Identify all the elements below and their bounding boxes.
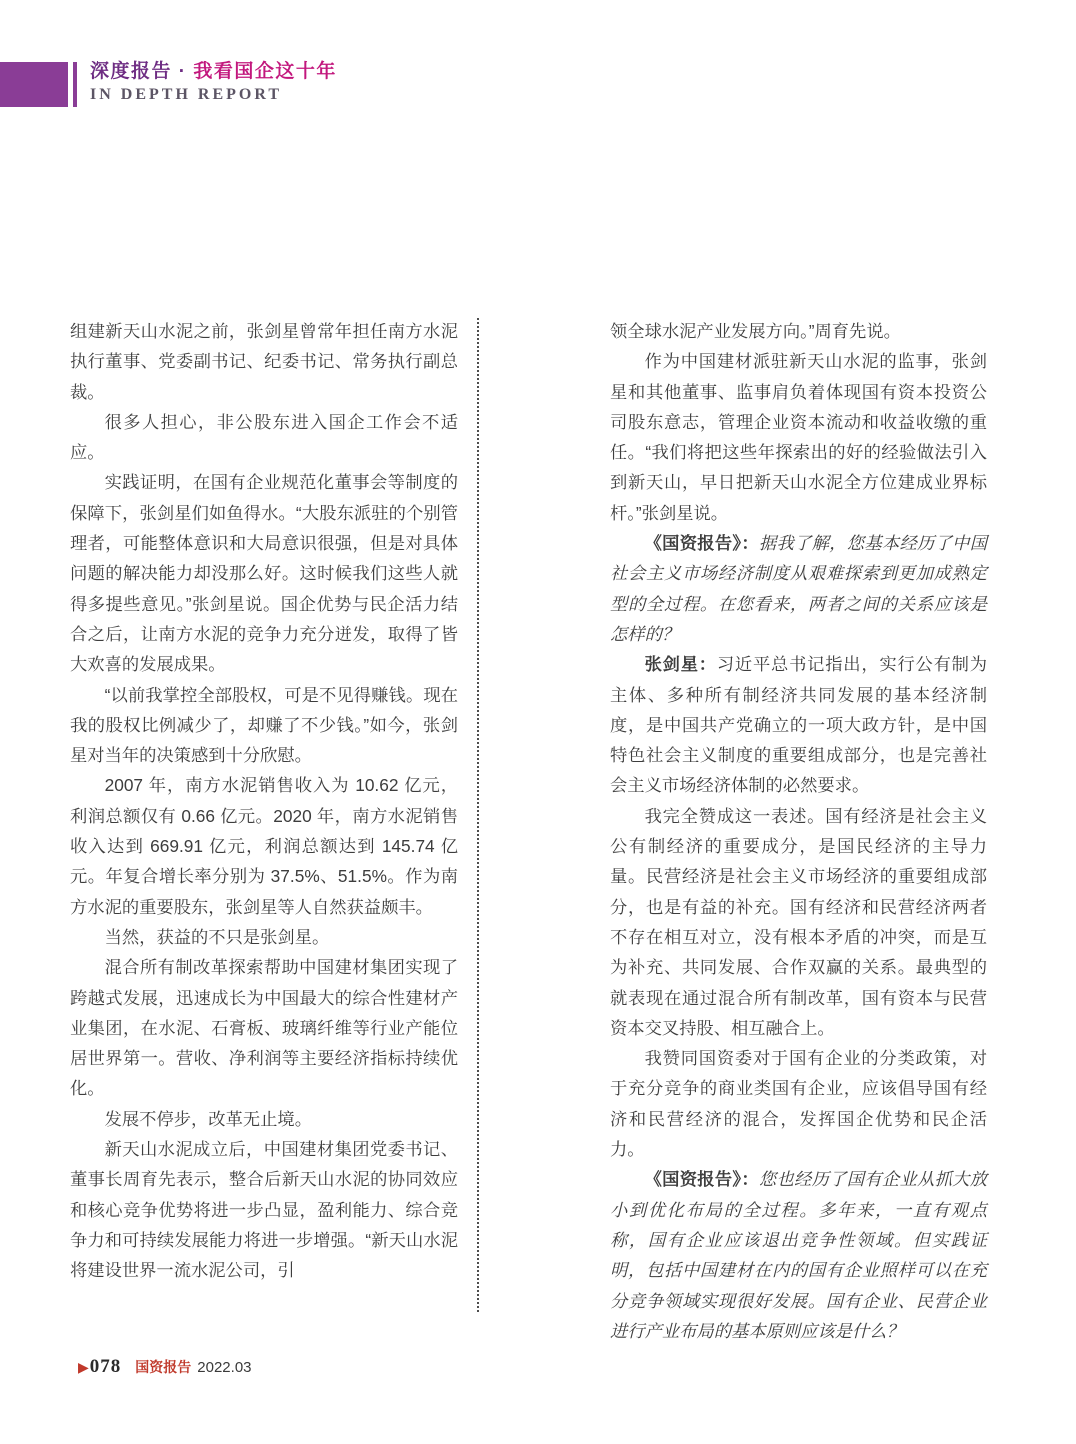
- speaker-label: 张剑星：: [644, 654, 717, 675]
- section-title-separator: ·: [172, 61, 194, 82]
- paragraph-text: 作为中国建材派驻新天山水泥的监事，张剑星和其他董事、监事肩负着体现国有资本投资公司股东意志，管理企业资本流动和收益收缴的重任。“我们将把这些年探索出的好的经验做法引入到新天山，早日把新天山水泥全方位建成业界标杆。”张剑星说。: [610, 351, 987, 523]
- speaker-label: 《国资报告》：: [644, 533, 759, 554]
- paragraph: [610, 801, 987, 1043]
- speaker-label: 《国资报告》：: [644, 1169, 759, 1190]
- paragraph: [70, 952, 458, 1103]
- paragraph-text: 当然，获益的不只是张剑星。: [104, 926, 330, 947]
- page-number: 078: [89, 1356, 122, 1377]
- paragraph: [70, 316, 458, 407]
- right-column: [610, 316, 987, 1346]
- paragraph-text: 组建新天山水泥之前，张剑星曾常年担任南方水泥执行董事、党委副书记、纪委书记、常务执行副总裁。: [70, 321, 458, 402]
- paragraph-text: 很多人担心，非公股东进入国企工作会不适应。: [70, 411, 458, 463]
- paragraph-text: “以前我掌控全部股权，可是不见得赚钱。现在我的股权比例减少了，却赚了不少钱。”如今，张剑星对当年的决策感到十分欣慰。: [70, 684, 458, 766]
- paragraph: [610, 1043, 987, 1164]
- section-title-primary: 深度报告: [90, 61, 173, 82]
- paragraph-text: 我完全赞成这一表述。国有经济是社会主义公有制经济的重要成分，是国民经济的主导力量。民营经济是社会主义市场经济的重要组成部分，也是有益的补充。国有经济和民营经济两者不存在相互对立，没有根本矛盾的冲突，而是互为补充、共同发展、合作双赢的关系。最典型的就表现在通过混合所有制改革，国有资本与民营资本交叉持股、相互融合上。: [610, 805, 987, 1038]
- interview-answer: [610, 649, 987, 800]
- column-divider: [477, 318, 479, 1312]
- paragraph: [70, 407, 458, 468]
- header-vertical-rule: [73, 62, 77, 107]
- footer-arrow-icon: ▶: [78, 1359, 89, 1375]
- left-column: [70, 316, 458, 1286]
- section-subtitle: IN DEPTH REPORT: [90, 86, 283, 103]
- paragraph-text: 2007 年，南方水泥销售收入为 10.62 亿元，利润总额仅有 0.66 亿元。2020 年，南方水泥销售收入达到 669.91 亿元，利润总额达到 145.74 亿元。年复合增长率分别为 37.5%、51.5%。作为南方水泥的重要股东，张剑星等人自然获益颇丰。: [70, 775, 458, 917]
- section-title: [90, 60, 337, 84]
- header-accent-block: [0, 62, 68, 107]
- paragraph-text: 发展不停步，改革无止境。: [104, 1108, 312, 1129]
- paragraph-text: 新天山水泥成立后，中国建材集团党委书记、董事长周育先表示，整合后新天山水泥的协同效应和核心竞争优势将进一步凸显，盈利能力、综合竞争力和可持续发展能力将进一步增强。“新天山水泥将建设世界一流水泥公司，引: [70, 1139, 458, 1281]
- paragraph: [70, 922, 458, 952]
- paragraph: [70, 680, 458, 771]
- paragraph-text: 我赞同国资委对于国有企业的分类政策，对于充分竞争的商业类国有企业，应该倡导国有经济和民营经济的混合，发挥国企优势和民企活力。: [610, 1048, 987, 1160]
- paragraph-text: 习近平总书记指出，实行公有制为主体、多种所有制经济共同发展的基本经济制度，是中国共产党确立的一项大政方针，是中国特色社会主义制度的重要组成部分，也是完善社会主义市场经济体制的必然要求。: [610, 654, 987, 796]
- paragraph: [610, 346, 987, 528]
- page-header: [90, 60, 337, 104]
- interview-question: [610, 1164, 987, 1346]
- magazine-name: 国资报告: [135, 1359, 192, 1375]
- paragraph-text: 实践证明，在国有企业规范化董事会等制度的保障下，张剑星们如鱼得水。“大股东派驻的个别管理者，可能整体意识和大局意识很强，但是对具体问题的解决能力却没那么好。这时候我们这些人就得多提些意见。”张剑星说。国企优势与民企活力结合之后，让南方水泥的竞争力充分迸发，取得了皆大欢喜的发展成果。: [70, 472, 458, 675]
- issue-date: 2022.03: [197, 1359, 252, 1376]
- paragraph: [70, 770, 458, 921]
- section-title-highlight: 我看国企这十年: [193, 61, 337, 82]
- interview-question: [610, 528, 987, 649]
- paragraph-text: 领全球水泥产业发展方向。”周育先说。: [610, 321, 901, 341]
- paragraph: [70, 467, 458, 679]
- paragraph: [70, 1104, 458, 1134]
- paragraph: [70, 1134, 458, 1285]
- paragraph-text: 据我了解，您基本经历了中国社会主义市场经济制度从艰难探索到更加成熟定型的全过程。在您看来，两者之间的关系应该是怎样的？: [610, 533, 987, 644]
- page-footer: [78, 1356, 252, 1378]
- paragraph-text: 您也经历了国有企业从抓大放小到优化布局的全过程。多年来，一直有观点称，国有企业应该退出竞争性领域。但实践证明，包括中国建材在内的国有企业照样可以在充分竞争领域实现很好发展。国有企业、民营企业进行产业布局的基本原则应该是什么？: [610, 1169, 987, 1341]
- paragraph-text: 混合所有制改革探索帮助中国建材集团实现了跨越式发展，迅速成长为中国最大的综合性建材产业集团，在水泥、石膏板、玻璃纤维等行业产能位居世界第一。营收、净利润等主要经济指标持续优化。: [70, 957, 458, 1099]
- paragraph: [610, 316, 987, 346]
